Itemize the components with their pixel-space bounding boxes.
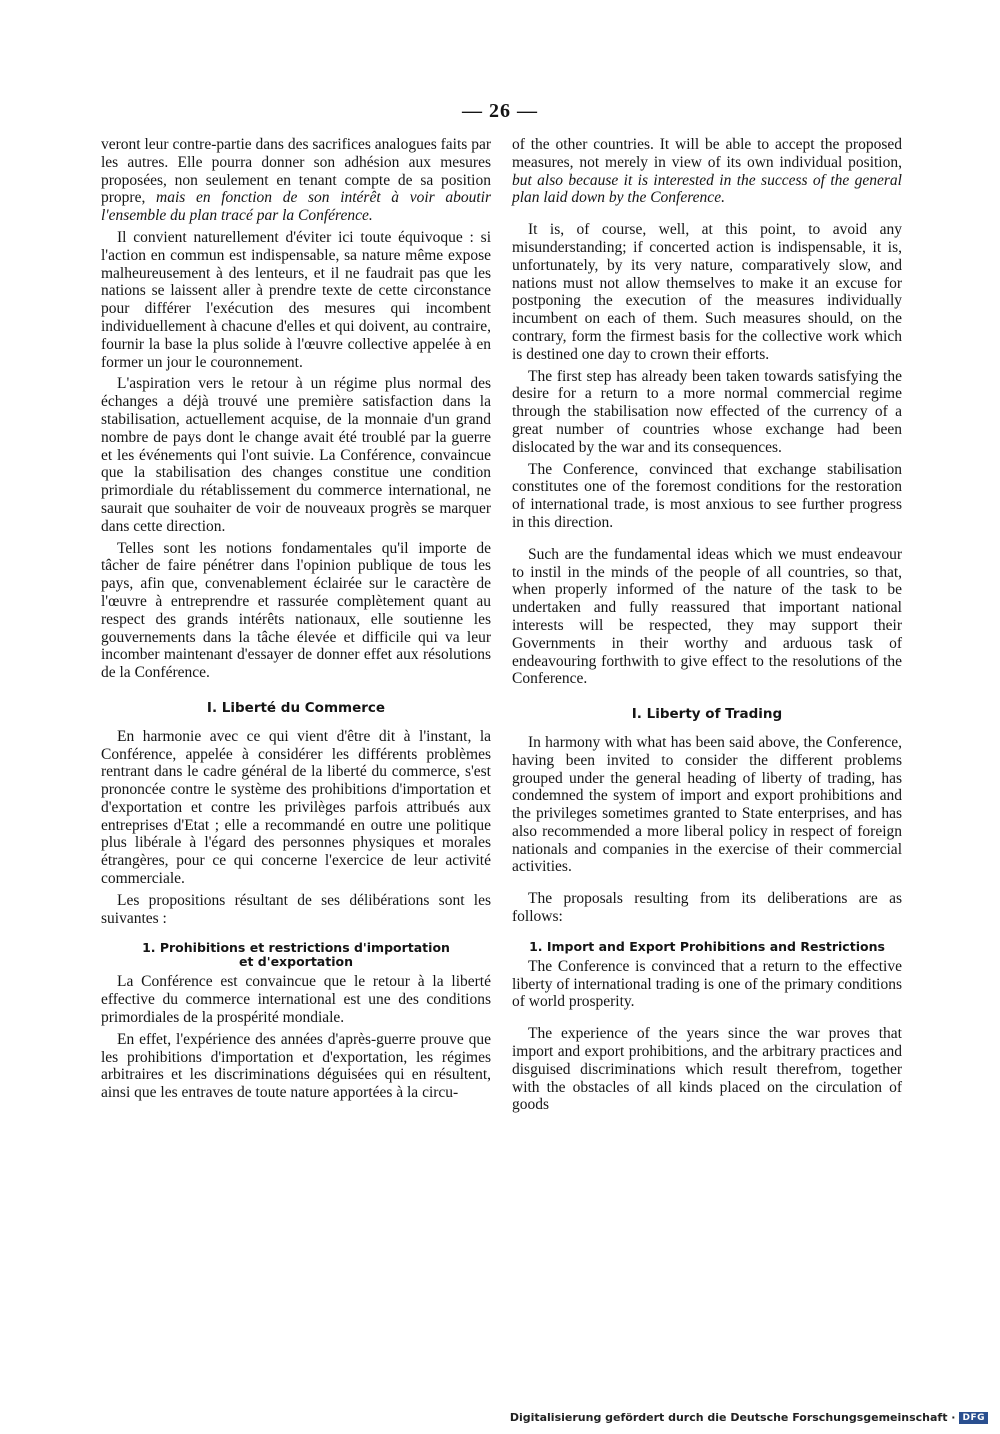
paragraph: Il convient naturellement d'éviter ici toute équivoque : si l'action en commun est indispensable, sa nature même expose malheureusement à des lenteurs, et il ne faudrait pas que les nations se laissent aller à prendre texte de cette circonstance pour différer l'exécution des mesures qui incombent individuellement à chacune d'elles et qui doivent, au contraire, fournir la base la plus solide à l'œuvre collective appelée à en former un jour le couronnement. [101, 228, 491, 371]
page-number: — 26 — [462, 100, 538, 122]
section-heading: I. Liberty of Trading [631, 706, 783, 723]
subsection-heading [101, 941, 491, 969]
paragraph: The Conference, convinced that exchange stabilisation constitutes one of the foremost conditions for the restoration of international trade, is most anxious to see further progress in this direction. [512, 460, 902, 531]
paragraph: Such are the fundamental ideas which we must endeavour to instil in the minds of the people of all countries, so that, when properly informed of the nature of the task to be undertaken and fully reassured that important national interests will be respected, they may support their Governments in their worthy and arduous task of endeavouring forthwith to give effect to the resolutions of the Conference. [512, 545, 902, 688]
subsection-heading: 1. Import and Export Prohibitions and Restrictions [529, 938, 885, 954]
paragraph [101, 136, 491, 225]
dfg-logo: DFG [959, 1412, 988, 1424]
paragraph: The first step has already been taken towards satisfying the desire for a return to a more normal commercial regime through the stabilisation now effected of the currency of a great number of countries whose exchange had been dislocated by the war and its consequences. [512, 367, 902, 456]
paragraph: En effet, l'expérience des années d'après-guerre prouve que les prohibitions d'importation et d'exportation, les régimes arbitraires et les discriminations déguisées qui en résultent, ainsi que les entraves de toute nature apportées à la circu- [101, 1030, 491, 1102]
italic-text-run: but also because it is interested in the success of the general plan laid down by the Conference. [512, 171, 902, 207]
paragraph: The experience of the years since the war proves that import and export prohibitions, and the arbitrary practices and disguised discriminations which result therefrom, together with the obstacles of all kinds placed on the circulation of goods [512, 1025, 902, 1114]
french-column [101, 136, 491, 1106]
credit-text: Digitalisierung gefördert durch die Deutsche Forschungsgemeinschaft · [509, 1411, 956, 1424]
paragraph: En harmonie avec ce qui vient d'être dit à l'instant, la Conférence, appelée à considérer les différents problèmes rentrant dans le cadre général de la liberté du commerce, s'est prononcée contre le système des prohibitions d'importation et d'exportation et contre les privilèges parfois attribués aux entreprises d'Etat ; elle a recommandé en outre une politique plus libérale à l'égard des personnes physiques et morales étrangères, pour ce qui concerne l'exercice de leur activité commerciale. [101, 727, 491, 888]
text-run: veront leur contre-partie dans des sacrifices analogues faits par les autres. Elle pourra donner son adhésion aux mesures proposées, non seulement en tenant compte de sa position propre, [101, 136, 491, 207]
paragraph: La Conférence est convaincue que le retour à la liberté effective du commerce international est une des conditions primordiales de la prospérité mondiale. [101, 973, 491, 1027]
subsection-heading-line: 1. Prohibitions et restrictions d'importation [142, 940, 450, 956]
paragraph: L'aspiration vers le retour à un régime plus normal des échanges a déjà trouvé une première satisfaction dans la stabilisation, actuellement acquise, de la monnaie d'un grand nombre de pays dont le change avait été troublé par la guerre et les événements qui l'ont suivie. La Conférence, convaincue que la stabilisation des changes constitue une condition primordiale du rétablissement du commerce international, ne saurait que souhaiter de voir de nouveaux progrès se marquer dans cette direction. [101, 375, 491, 535]
paragraph: It is, of course, well, at this point, to avoid any misunderstanding; if concerted action is indispensable, it is, unfortunately, by its very nature, comparatively slow, and nations must not allow themselves to make it an excuse for postponing the execution of the measures individually incumbent on each of them. Such measures should, on the contrary, form the firmest basis for the collective work which is destined one day to crown their efforts. [512, 221, 902, 363]
paragraph: The proposals resulting from its deliberations are as follows: [512, 890, 902, 926]
paragraph [512, 136, 902, 207]
italic-text-run: mais en fonction de son intérêt à voir aboutir l'ensemble du plan tracé par la Conférence. [101, 189, 492, 225]
subsection-heading-line: et d'exportation [239, 954, 353, 970]
english-column [512, 136, 902, 1118]
text-run: of the other countries. It will be able to accept the proposed measures, not merely in view of its own individual position, [512, 136, 902, 171]
paragraph: In harmony with what has been said above, the Conference, having been invited to consider the different problems grouped under the general heading of liberty of trading, has condemned the system of import and export prohibitions and the privileges sometimes granted to State enterprises, and has also recommended a more liberal policy in respect of foreign nationals and companies in the exercise of their commercial activities. [512, 733, 902, 876]
paragraph: Telles sont les notions fondamentales qu'il importe de tâcher de faire pénétrer dans l'opinion publique de tous les pays, afin que, convenablement éclairée sur le caractère de l'œuvre à entreprendre et rassurée complètement quant au respect des grands intérêts nationaux, elle soutienne les gouvernements dans la tâche élevée et difficile qui va leur incomber maintenant d'essayer de donner effet aux résolutions de la Conférence. [101, 539, 491, 682]
section-heading: I. Liberté du Commerce [206, 699, 386, 716]
digitization-credit [510, 1411, 988, 1424]
paragraph: The Conference is convinced that a return to the effective liberty of international trading is one of the primary conditions of world prosperity. [512, 957, 902, 1011]
paragraph: Les propositions résultant de ses délibérations sont les suivantes : [101, 891, 491, 927]
